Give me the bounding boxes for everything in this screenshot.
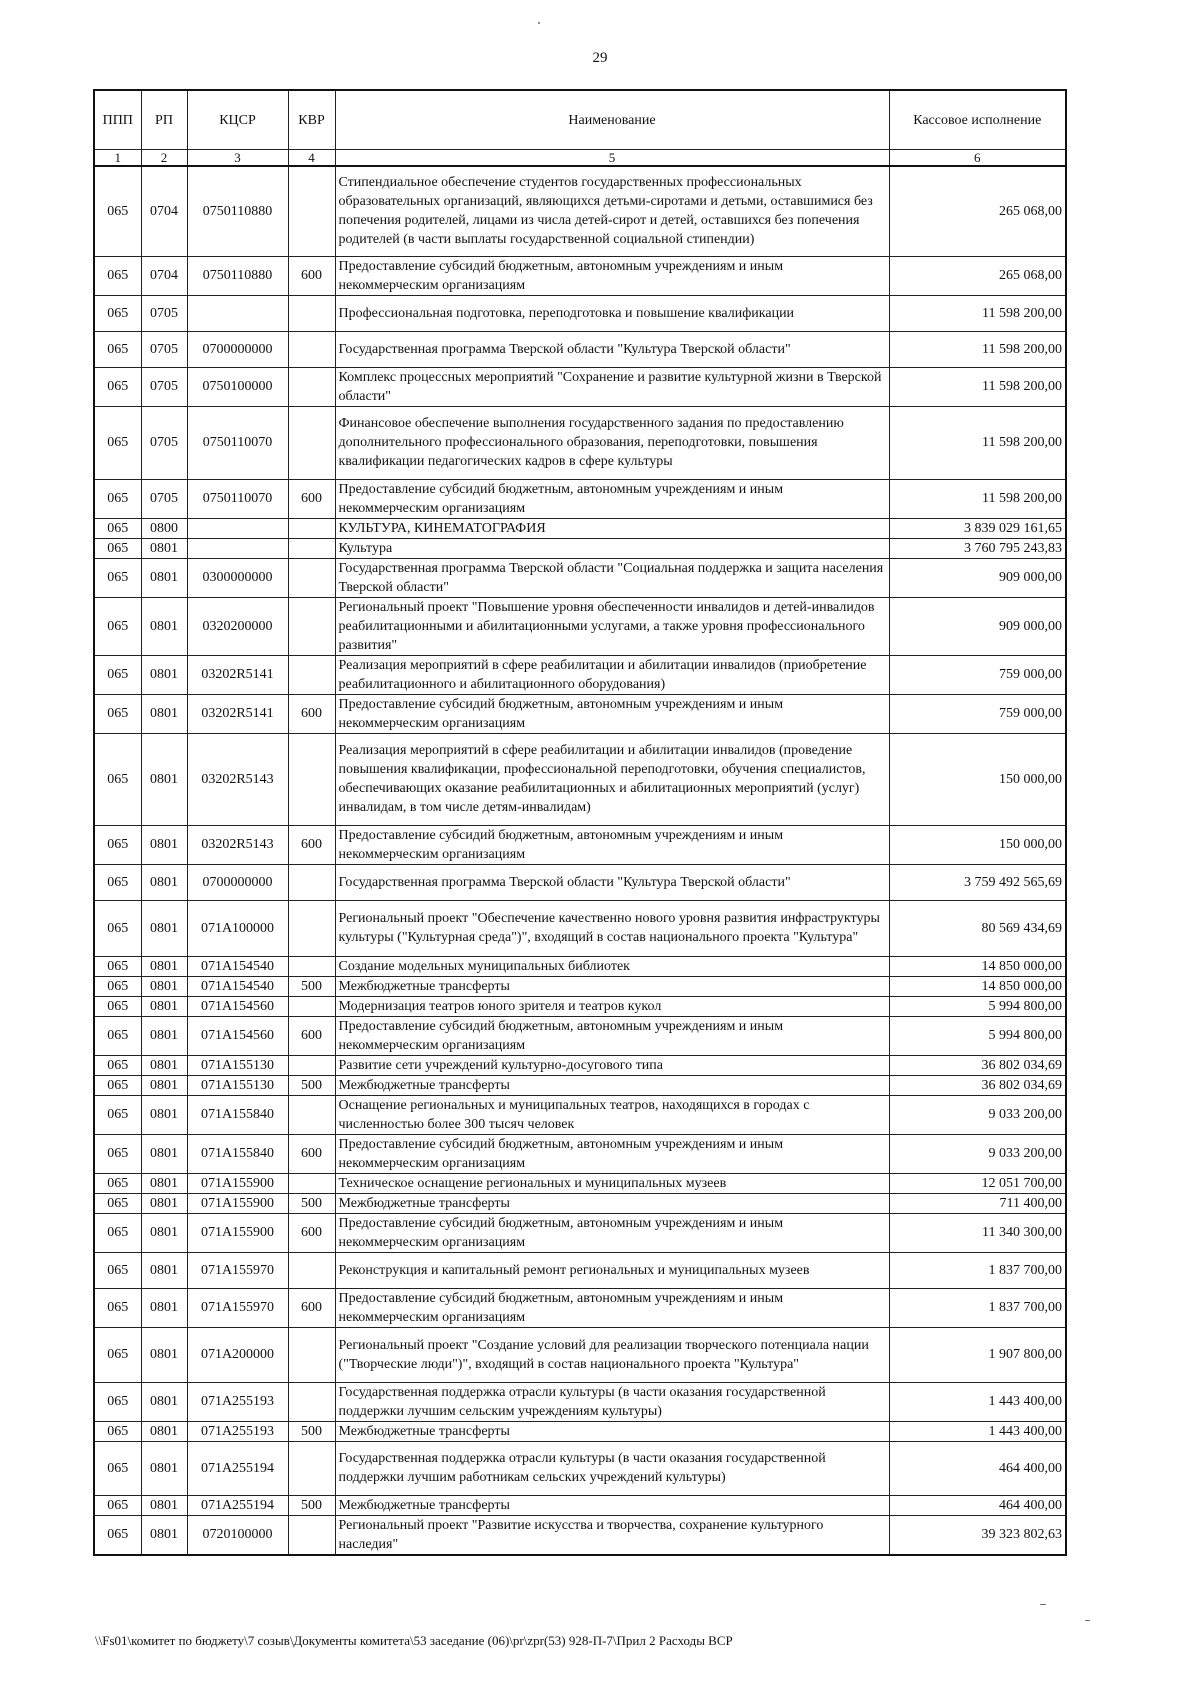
kcsr-cell: 071A155130 [187, 1055, 288, 1075]
amount-cell: 12 051 700,00 [889, 1173, 1066, 1193]
table-row [94, 406, 1066, 479]
kcsr-cell: 03202R5143 [187, 825, 288, 864]
ppp-cell: 065 [94, 1193, 141, 1213]
kvr-cell: 600 [288, 1134, 335, 1173]
kcsr-cell: 071A155130 [187, 1075, 288, 1095]
kvr-cell [288, 295, 335, 331]
kcsr-cell: 0750110880 [187, 166, 288, 256]
kvr-cell [288, 1382, 335, 1421]
kvr-cell: 600 [288, 256, 335, 295]
header-row [94, 90, 1066, 150]
rp-cell: 0801 [141, 1016, 187, 1055]
name-cell: Реализация мероприятий в сфере реабилитации и абилитации инвалидов (проведение повышения квалификации, профессиональной переподготовки, обучения специалистов, обеспечивающих оказание реабилитационных и абилитационных мероприятий (услуг) инвалидам, в том числе детям-инвалидам) [335, 733, 889, 825]
rp-cell: 0801 [141, 864, 187, 900]
table-row [94, 1055, 1066, 1075]
table-row [94, 1016, 1066, 1055]
rp-cell: 0705 [141, 331, 187, 367]
scan-speck [538, 22, 540, 24]
table-row [94, 331, 1066, 367]
ppp-cell: 065 [94, 900, 141, 956]
ppp-cell: 065 [94, 655, 141, 694]
ppp-cell: 065 [94, 479, 141, 518]
name-cell: Оснащение региональных и муниципальных театров, находящихся в городах с численностью более 300 тысяч человек [335, 1095, 889, 1134]
kvr-cell [288, 900, 335, 956]
ppp-cell: 065 [94, 976, 141, 996]
table-row [94, 538, 1066, 558]
amount-cell: 759 000,00 [889, 694, 1066, 733]
kvr-cell [288, 864, 335, 900]
amount-cell: 3 839 029 161,65 [889, 518, 1066, 538]
ppp-cell: 065 [94, 1134, 141, 1173]
ppp-cell: 065 [94, 1055, 141, 1075]
table-row [94, 864, 1066, 900]
header-rp: РП [141, 90, 187, 150]
amount-cell: 1 837 700,00 [889, 1252, 1066, 1288]
table-row [94, 1173, 1066, 1193]
amount-cell: 9 033 200,00 [889, 1134, 1066, 1173]
amount-cell: 36 802 034,69 [889, 1075, 1066, 1095]
kvr-cell [288, 518, 335, 538]
rp-cell: 0801 [141, 1441, 187, 1495]
table-row [94, 1095, 1066, 1134]
kvr-cell [288, 956, 335, 976]
kcsr-cell: 071A154560 [187, 1016, 288, 1055]
rp-cell: 0801 [141, 1213, 187, 1252]
amount-cell: 11 598 200,00 [889, 331, 1066, 367]
rp-cell: 0801 [141, 900, 187, 956]
kcsr-cell: 071A100000 [187, 900, 288, 956]
name-cell: Предоставление субсидий бюджетным, автономным учреждениям и иным некоммерческим организациям [335, 694, 889, 733]
table-row [94, 1213, 1066, 1252]
table-row [94, 518, 1066, 538]
column-number: 6 [889, 150, 1066, 167]
amount-cell: 11 598 200,00 [889, 367, 1066, 406]
header-kvr: КВР [288, 90, 335, 150]
table-row [94, 1495, 1066, 1515]
table-row [94, 1382, 1066, 1421]
amount-cell: 36 802 034,69 [889, 1055, 1066, 1075]
kvr-cell [288, 597, 335, 655]
name-cell: Межбюджетные трансферты [335, 1075, 889, 1095]
kvr-cell: 500 [288, 1193, 335, 1213]
column-number: 2 [141, 150, 187, 167]
kcsr-cell: 0700000000 [187, 331, 288, 367]
amount-cell: 150 000,00 [889, 825, 1066, 864]
scan-speck [1085, 1620, 1090, 1621]
header-name: Наименование [335, 90, 889, 150]
rp-cell: 0801 [141, 1095, 187, 1134]
name-cell: Государственная поддержка отрасли культуры (в части оказания государственной поддержки лучшим сельским учреждениям культуры) [335, 1382, 889, 1421]
table-row [94, 1075, 1066, 1095]
kcsr-cell: 071A154540 [187, 956, 288, 976]
kcsr-cell [187, 518, 288, 538]
table-row [94, 1327, 1066, 1382]
amount-cell: 39 323 802,63 [889, 1515, 1066, 1555]
ppp-cell: 065 [94, 1213, 141, 1252]
kcsr-cell: 0720100000 [187, 1515, 288, 1555]
table-row [94, 956, 1066, 976]
table-row [94, 976, 1066, 996]
kcsr-cell: 0750100000 [187, 367, 288, 406]
ppp-cell: 065 [94, 694, 141, 733]
rp-cell: 0801 [141, 1134, 187, 1173]
kcsr-cell: 0300000000 [187, 558, 288, 597]
kcsr-cell: 03202R5141 [187, 655, 288, 694]
kvr-cell: 600 [288, 479, 335, 518]
name-cell: Предоставление субсидий бюджетным, автономным учреждениям и иным некоммерческим организациям [335, 1213, 889, 1252]
table-row [94, 733, 1066, 825]
name-cell: Региональный проект "Развитие искусства и творчества, сохранение культурного наследия" [335, 1515, 889, 1555]
kvr-cell: 500 [288, 1075, 335, 1095]
table-row [94, 256, 1066, 295]
rp-cell: 0801 [141, 538, 187, 558]
table-row [94, 367, 1066, 406]
amount-cell: 265 068,00 [889, 166, 1066, 256]
name-cell: Предоставление субсидий бюджетным, автономным учреждениям и иным некоммерческим организациям [335, 256, 889, 295]
ppp-cell: 065 [94, 1382, 141, 1421]
amount-cell: 14 850 000,00 [889, 976, 1066, 996]
kvr-cell [288, 558, 335, 597]
rp-cell: 0704 [141, 166, 187, 256]
name-cell: Государственная программа Тверской области "Социальная поддержка и защита населения Тверской области" [335, 558, 889, 597]
name-cell: Межбюджетные трансферты [335, 1193, 889, 1213]
table-row [94, 1134, 1066, 1173]
rp-cell: 0801 [141, 1382, 187, 1421]
kvr-cell: 600 [288, 1016, 335, 1055]
table-row [94, 558, 1066, 597]
column-number: 3 [187, 150, 288, 167]
kcsr-cell: 071A154540 [187, 976, 288, 996]
expenditure-table [93, 89, 1067, 1556]
column-number: 4 [288, 150, 335, 167]
kvr-cell [288, 406, 335, 479]
name-cell: Финансовое обеспечение выполнения государственного задания по предоставлению дополнительного профессионального образования, переподготовки, повышения квалификации педагогических кадров в сфере культуры [335, 406, 889, 479]
amount-cell: 909 000,00 [889, 558, 1066, 597]
name-cell: Региональный проект "Обеспечение качественно нового уровня развития инфраструктуры культуры ("Культурная среда")", входящий в состав национального проекта "Культура" [335, 900, 889, 956]
rp-cell: 0801 [141, 1421, 187, 1441]
ppp-cell: 065 [94, 1016, 141, 1055]
table-row [94, 1193, 1066, 1213]
rp-cell: 0801 [141, 976, 187, 996]
name-cell: Реконструкция и капитальный ремонт региональных и муниципальных музеев [335, 1252, 889, 1288]
ppp-cell: 065 [94, 558, 141, 597]
name-cell: Создание модельных муниципальных библиотек [335, 956, 889, 976]
ppp-cell: 065 [94, 1252, 141, 1288]
amount-cell: 3 759 492 565,69 [889, 864, 1066, 900]
rp-cell: 0704 [141, 256, 187, 295]
amount-cell: 11 598 200,00 [889, 295, 1066, 331]
ppp-cell: 065 [94, 733, 141, 825]
rp-cell: 0801 [141, 733, 187, 825]
rp-cell: 0801 [141, 1193, 187, 1213]
rp-cell: 0801 [141, 825, 187, 864]
amount-cell: 80 569 434,69 [889, 900, 1066, 956]
amount-cell: 11 340 300,00 [889, 1213, 1066, 1252]
file-path-footer: \\Fs01\комитет по бюджету\7 созыв\Документы комитета\53 заседание (06)\pr\zpr(53) 928-П-7\Прил 2 Расходы ВСР [95, 1633, 733, 1648]
rp-cell: 0801 [141, 597, 187, 655]
kvr-cell [288, 1055, 335, 1075]
ppp-cell: 065 [94, 367, 141, 406]
ppp-cell: 065 [94, 1173, 141, 1193]
ppp-cell: 065 [94, 1095, 141, 1134]
amount-cell: 150 000,00 [889, 733, 1066, 825]
ppp-cell: 065 [94, 1075, 141, 1095]
name-cell: Развитие сети учреждений культурно-досугового типа [335, 1055, 889, 1075]
rp-cell: 0801 [141, 956, 187, 976]
ppp-cell: 065 [94, 1441, 141, 1495]
ppp-cell: 065 [94, 166, 141, 256]
kvr-cell: 600 [288, 694, 335, 733]
kvr-cell: 600 [288, 1288, 335, 1327]
kcsr-cell: 071A255194 [187, 1441, 288, 1495]
ppp-cell: 065 [94, 1515, 141, 1555]
table-row [94, 1252, 1066, 1288]
kcsr-cell: 0750110070 [187, 479, 288, 518]
name-cell: Межбюджетные трансферты [335, 1421, 889, 1441]
rp-cell: 0800 [141, 518, 187, 538]
amount-cell: 265 068,00 [889, 256, 1066, 295]
name-cell: Реализация мероприятий в сфере реабилитации и абилитации инвалидов (приобретение реабилитационного и абилитационного оборудования) [335, 655, 889, 694]
name-cell: Государственная программа Тверской области "Культура Тверской области" [335, 864, 889, 900]
table-row [94, 295, 1066, 331]
amount-cell: 11 598 200,00 [889, 479, 1066, 518]
column-number-row [94, 150, 1066, 167]
kcsr-cell [187, 295, 288, 331]
kvr-cell [288, 1095, 335, 1134]
ppp-cell: 065 [94, 518, 141, 538]
name-cell: Техническое оснащение региональных и муниципальных музеев [335, 1173, 889, 1193]
name-cell: Региональный проект "Повышение уровня обеспеченности инвалидов и детей-инвалидов реабилитационными и абилитационными услугами, а также уровня профессионального развития" [335, 597, 889, 655]
kcsr-cell: 071A255194 [187, 1495, 288, 1515]
name-cell: КУЛЬТУРА, КИНЕМАТОГРАФИЯ [335, 518, 889, 538]
amount-cell: 759 000,00 [889, 655, 1066, 694]
name-cell: Культура [335, 538, 889, 558]
kcsr-cell: 03202R5143 [187, 733, 288, 825]
ppp-cell: 065 [94, 1495, 141, 1515]
amount-cell: 711 400,00 [889, 1193, 1066, 1213]
amount-cell: 5 994 800,00 [889, 1016, 1066, 1055]
name-cell: Межбюджетные трансферты [335, 976, 889, 996]
kcsr-cell: 071A200000 [187, 1327, 288, 1382]
rp-cell: 0801 [141, 1495, 187, 1515]
kcsr-cell: 071A155900 [187, 1213, 288, 1252]
amount-cell: 5 994 800,00 [889, 996, 1066, 1016]
rp-cell: 0705 [141, 406, 187, 479]
ppp-cell: 065 [94, 1288, 141, 1327]
name-cell: Стипендиальное обеспечение студентов государственных профессиональных образовательных организаций, являющихся детьми-сиротами и детьми, оставшимися без попечения родителей, лицами из числа детей-сирот и детей, оставшихся без попечения родителей (в части выплаты государственной социальной стипендии) [335, 166, 889, 256]
name-cell: Предоставление субсидий бюджетным, автономным учреждениям и иным некоммерческим организациям [335, 825, 889, 864]
kvr-cell [288, 1252, 335, 1288]
rp-cell: 0801 [141, 1515, 187, 1555]
kcsr-cell: 071A255193 [187, 1382, 288, 1421]
kvr-cell: 600 [288, 825, 335, 864]
amount-cell: 14 850 000,00 [889, 956, 1066, 976]
table-row [94, 1515, 1066, 1555]
rp-cell: 0801 [141, 558, 187, 597]
ppp-cell: 065 [94, 956, 141, 976]
name-cell: Государственная поддержка отрасли культуры (в части оказания государственной поддержки лучшим работникам сельских учреждений культуры) [335, 1441, 889, 1495]
name-cell: Модернизация театров юного зрителя и театров кукол [335, 996, 889, 1016]
kcsr-cell: 0750110070 [187, 406, 288, 479]
table-row [94, 1421, 1066, 1441]
ppp-cell: 065 [94, 825, 141, 864]
rp-cell: 0705 [141, 295, 187, 331]
name-cell: Предоставление субсидий бюджетным, автономным учреждениям и иным некоммерческим организациям [335, 1016, 889, 1055]
name-cell: Профессиональная подготовка, переподготовка и повышение квалификации [335, 295, 889, 331]
column-number: 5 [335, 150, 889, 167]
name-cell: Предоставление субсидий бюджетным, автономным учреждениям и иным некоммерческим организациям [335, 1134, 889, 1173]
table-row [94, 597, 1066, 655]
amount-cell: 464 400,00 [889, 1441, 1066, 1495]
kvr-cell: 500 [288, 1495, 335, 1515]
ppp-cell: 065 [94, 597, 141, 655]
table-row [94, 900, 1066, 956]
rp-cell: 0801 [141, 1075, 187, 1095]
scan-speck [1040, 1604, 1046, 1605]
amount-cell: 11 598 200,00 [889, 406, 1066, 479]
kcsr-cell: 071A155900 [187, 1193, 288, 1213]
kcsr-cell: 071A155970 [187, 1288, 288, 1327]
rp-cell: 0801 [141, 1173, 187, 1193]
ppp-cell: 065 [94, 295, 141, 331]
name-cell: Предоставление субсидий бюджетным, автономным учреждениям и иным некоммерческим организациям [335, 479, 889, 518]
name-cell: Комплекс процессных мероприятий "Сохранение и развитие культурной жизни в Тверской области" [335, 367, 889, 406]
table-row [94, 1441, 1066, 1495]
rp-cell: 0801 [141, 655, 187, 694]
kcsr-cell: 071A155970 [187, 1252, 288, 1288]
rp-cell: 0705 [141, 479, 187, 518]
kcsr-cell: 071A155840 [187, 1095, 288, 1134]
kcsr-cell: 071A155840 [187, 1134, 288, 1173]
kcsr-cell: 0750110880 [187, 256, 288, 295]
table-row [94, 655, 1066, 694]
kvr-cell [288, 1515, 335, 1555]
kcsr-cell: 071A154560 [187, 996, 288, 1016]
rp-cell: 0801 [141, 1252, 187, 1288]
amount-cell: 909 000,00 [889, 597, 1066, 655]
name-cell: Межбюджетные трансферты [335, 1495, 889, 1515]
name-cell: Региональный проект "Создание условий для реализации творческого потенциала нации ("Творческие люди")", входящий в состав национального проекта "Культура" [335, 1327, 889, 1382]
amount-cell: 3 760 795 243,83 [889, 538, 1066, 558]
kcsr-cell: 0320200000 [187, 597, 288, 655]
kvr-cell: 600 [288, 1213, 335, 1252]
rp-cell: 0705 [141, 367, 187, 406]
page-number: 29 [592, 50, 608, 66]
rp-cell: 0801 [141, 1327, 187, 1382]
amount-cell: 1 837 700,00 [889, 1288, 1066, 1327]
ppp-cell: 065 [94, 996, 141, 1016]
column-number: 1 [94, 150, 141, 167]
amount-cell: 1 907 800,00 [889, 1327, 1066, 1382]
kcsr-cell: 071A255193 [187, 1421, 288, 1441]
header-kcsr: КЦСР [187, 90, 288, 150]
kvr-cell [288, 996, 335, 1016]
kvr-cell [288, 733, 335, 825]
header-ppp: ППП [94, 90, 141, 150]
kvr-cell: 500 [288, 1421, 335, 1441]
kvr-cell [288, 166, 335, 256]
table-row [94, 1288, 1066, 1327]
table-row [94, 694, 1066, 733]
table-row [94, 825, 1066, 864]
ppp-cell: 065 [94, 256, 141, 295]
ppp-cell: 065 [94, 331, 141, 367]
rp-cell: 0801 [141, 694, 187, 733]
kvr-cell: 500 [288, 976, 335, 996]
header-amount: Кассовое исполнение [889, 90, 1066, 150]
kvr-cell [288, 538, 335, 558]
kcsr-cell: 0700000000 [187, 864, 288, 900]
kcsr-cell: 03202R5141 [187, 694, 288, 733]
amount-cell: 464 400,00 [889, 1495, 1066, 1515]
name-cell: Предоставление субсидий бюджетным, автономным учреждениям и иным некоммерческим организациям [335, 1288, 889, 1327]
kvr-cell [288, 1441, 335, 1495]
amount-cell: 1 443 400,00 [889, 1421, 1066, 1441]
kvr-cell [288, 1173, 335, 1193]
rp-cell: 0801 [141, 996, 187, 1016]
amount-cell: 1 443 400,00 [889, 1382, 1066, 1421]
rp-cell: 0801 [141, 1055, 187, 1075]
ppp-cell: 065 [94, 1327, 141, 1382]
name-cell: Государственная программа Тверской области "Культура Тверской области" [335, 331, 889, 367]
ppp-cell: 065 [94, 864, 141, 900]
kcsr-cell [187, 538, 288, 558]
kvr-cell [288, 655, 335, 694]
kcsr-cell: 071A155900 [187, 1173, 288, 1193]
kvr-cell [288, 331, 335, 367]
kvr-cell [288, 1327, 335, 1382]
table-row [94, 166, 1066, 256]
table-row [94, 996, 1066, 1016]
amount-cell: 9 033 200,00 [889, 1095, 1066, 1134]
kvr-cell [288, 367, 335, 406]
table-row [94, 479, 1066, 518]
rp-cell: 0801 [141, 1288, 187, 1327]
ppp-cell: 065 [94, 538, 141, 558]
ppp-cell: 065 [94, 406, 141, 479]
ppp-cell: 065 [94, 1421, 141, 1441]
